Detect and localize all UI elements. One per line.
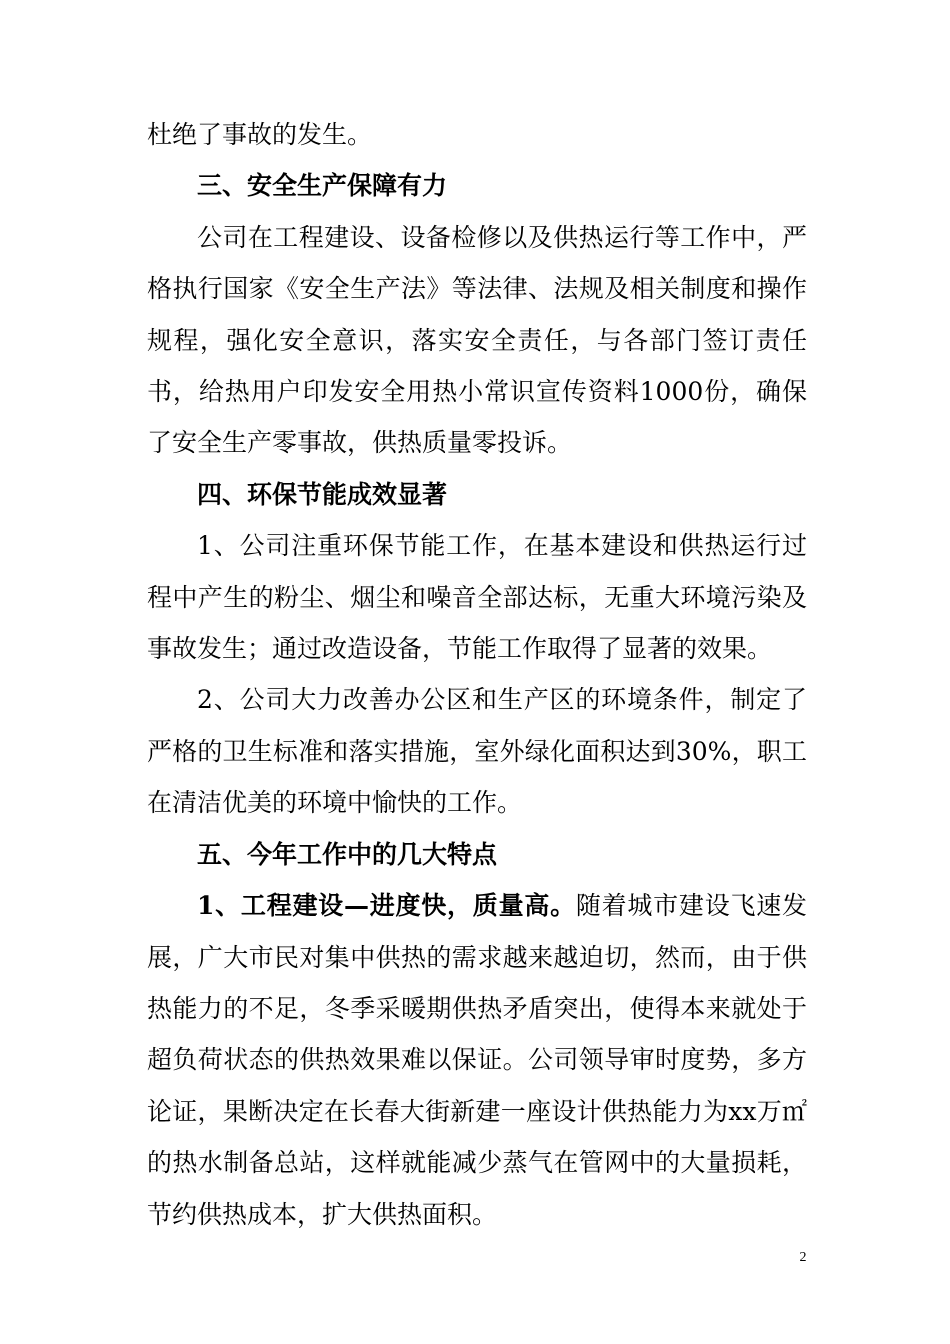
paragraph-features-1: [147, 880, 807, 1240]
section-heading-features: 五、今年工作中的几大特点: [197, 839, 498, 869]
paragraph-body-text: 随着城市建设飞速发展，广大市民对集中供热的需求越来越迫切，然而，由于供热能力的不足，冬季采暖期供热矛盾突出，使得本来就处于超负荷状态的供热效果难以保证。公司领导审时度势，多方论证，果断决定在长春大街新建一座设计供热能力为xx万㎡的热水制备总站，这样就能减少蒸气在管网中的大量损耗，节约供热成本，扩大供热面积。: [147, 891, 807, 1229]
paragraph-environment-2: 2、公司大力改善办公区和生产区的环境条件，制定了严格的卫生标准和落实措施，室外绿化面积达到30%，职工在清洁优美的环境中愉快的工作。: [147, 685, 807, 818]
document-body: [147, 109, 807, 1240]
paragraph-environment-1: 1、公司注重环保节能工作，在基本建设和供热运行过程中产生的粉尘、烟尘和噪音全部达标，无重大环境污染及事故发生；通过改造设备，节能工作取得了显著的效果。: [147, 531, 807, 664]
page-number: 2: [799, 1250, 807, 1265]
section-heading-environment: 四、环保节能成效显著: [197, 479, 448, 509]
section-heading-safety: 三、安全生产保障有力: [197, 171, 448, 201]
paragraph-safety: 公司在工程建设、设备检修以及供热运行等工作中，严格执行国家《安全生产法》等法律、法规及相关制度和操作规程，强化安全意识，落实安全责任，与各部门签订责任书，给热用户印发安全用热小常识宣传资料1000份，确保了安全生产零事故，供热质量零投诉。: [147, 222, 807, 458]
paragraph-lead-text: 1、工程建设—进度快，质量高。: [197, 891, 576, 921]
paragraph-continuation: 杜绝了事故的发生。: [147, 120, 373, 149]
